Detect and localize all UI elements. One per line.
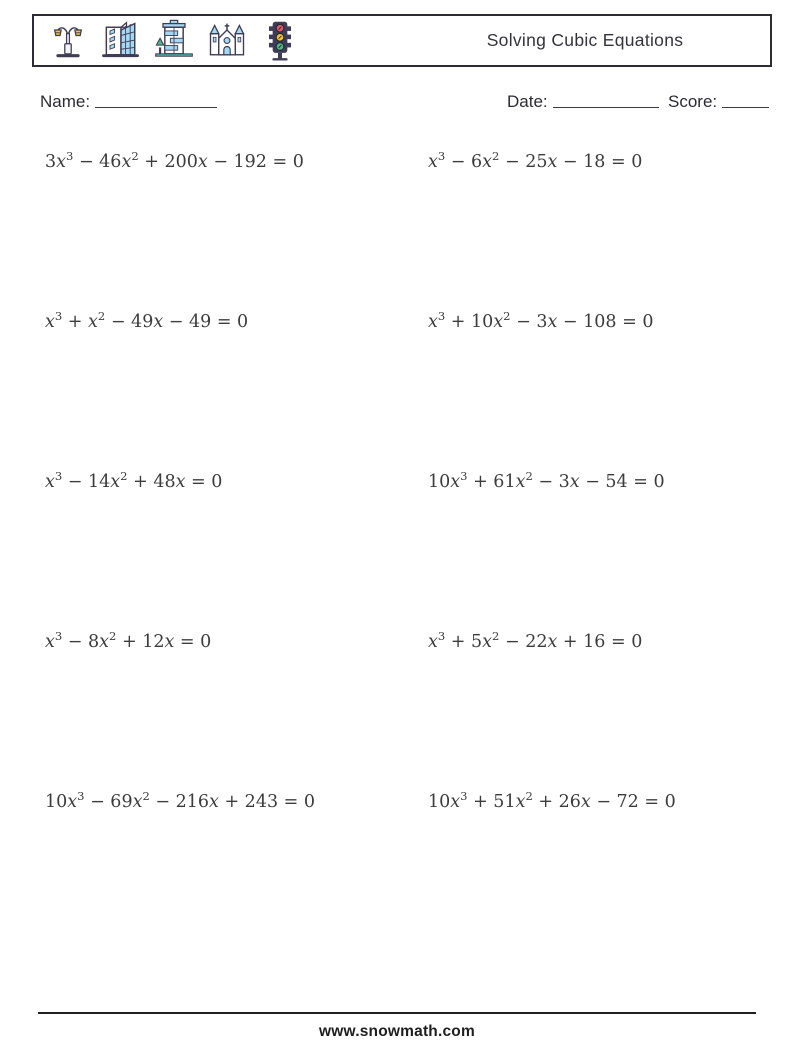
page-title: Solving Cubic Equations	[486, 30, 684, 50]
equation-1: $3x^3 - 46x^2 + 200x - 192 = 0$	[45, 149, 304, 172]
score-blank-line	[722, 103, 769, 108]
name-blank-line	[95, 103, 217, 108]
date-label: Date:	[507, 92, 548, 111]
equation-4: $x^3 + 10x^2 - 3x - 108 = 0$	[428, 309, 654, 332]
header-title-wrap	[400, 16, 770, 65]
footer-divider	[38, 1012, 756, 1014]
equation-3: $x^3 + x^2 - 49x - 49 = 0$	[45, 309, 249, 332]
score-label: Score:	[668, 92, 718, 111]
name-field	[40, 92, 217, 112]
equation-7: $x^3 - 8x^2 + 12x = 0$	[45, 629, 212, 652]
date-blank-line	[553, 103, 659, 108]
header-box	[32, 14, 772, 67]
name-label: Name:	[40, 92, 91, 111]
header-icon-strip	[46, 16, 302, 65]
score-field	[668, 92, 769, 112]
equation-5: $x^3 - 14x^2 + 48x = 0$	[45, 469, 223, 492]
footer-url: www.snowmath.com	[319, 1023, 475, 1040]
date-field	[507, 92, 659, 112]
equation-9: $10x^3 - 69x^2 - 216x + 243 = 0$	[45, 789, 316, 812]
equation-8: $x^3 + 5x^2 - 22x + 16 = 0$	[428, 629, 643, 652]
construction-building-icon	[99, 18, 143, 64]
church-icon	[205, 18, 249, 64]
equation-2: $x^3 - 6x^2 - 25x - 18 = 0$	[428, 149, 643, 172]
equation-10: $10x^3 + 51x^2 + 26x - 72 = 0$	[428, 789, 676, 812]
equation-6: $10x^3 + 61x^2 - 3x - 54 = 0$	[428, 469, 665, 492]
street-lamp-icon	[46, 18, 90, 64]
traffic-light-icon	[258, 18, 302, 64]
office-building-icon	[152, 18, 196, 64]
